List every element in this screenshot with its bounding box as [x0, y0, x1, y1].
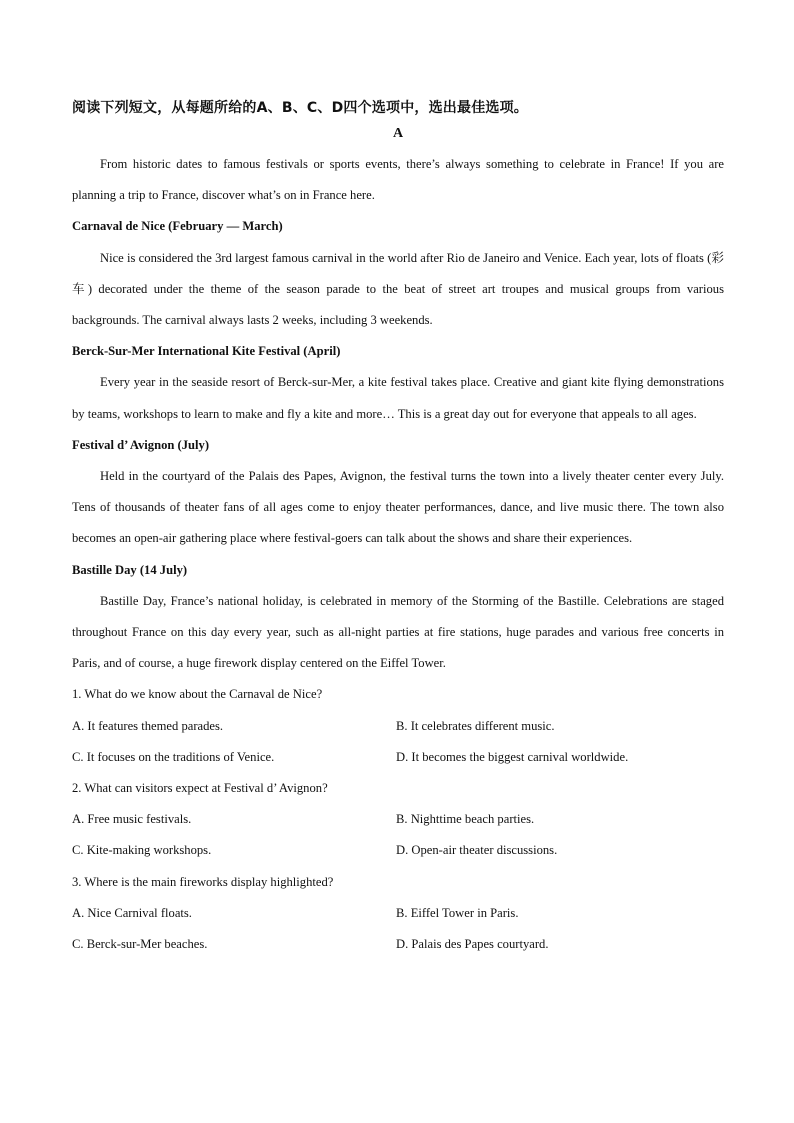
q2-option-a: A. Free music festivals.: [72, 812, 192, 827]
q1-option-a: A. It features themed parades.: [72, 718, 224, 733]
q1-option-b: B. It celebrates different music.: [396, 718, 555, 733]
section-heading-kite: Berck-Sur-Mer International Kite Festival (April): [72, 344, 341, 359]
question-2-options: [72, 804, 724, 866]
section-body-bastille: Bastille Day, France’s national holiday, is celebrated in memory of the Storming of the Bastille. Celebrations are staged throughout France on this day every year, such as all-night parties at fire stations, huge parades and various free concerts in Paris, and of course, a huge firework display centered on the Eiffel Tower.: [72, 593, 724, 671]
section-heading-avignon: Festival d’ Avignon (July): [72, 437, 210, 452]
question-2: 2. What can visitors expect at Festival d’ Avignon?: [72, 781, 328, 796]
question-3: 3. Where is the main fireworks display highlighted?: [72, 874, 334, 889]
section-heading-nice: Carnaval de Nice (February — March): [72, 219, 283, 234]
q3-option-c: C. Berck-sur-Mer beaches.: [72, 937, 208, 952]
q3-option-a: A. Nice Carnival floats.: [72, 905, 192, 920]
q3-option-b: B. Eiffel Tower in Paris.: [396, 905, 519, 920]
q2-option-d: D. Open-air theater discussions.: [396, 843, 558, 858]
q2-option-b: B. Nighttime beach parties.: [396, 812, 535, 827]
q1-option-c: C. It focuses on the traditions of Venice.: [72, 749, 275, 764]
document-page: [72, 94, 724, 960]
question-1-options: [72, 711, 724, 773]
instruction-text: 阅读下列短文，从每题所给的A、B、C、D四个选项中，选出最佳选项。: [72, 100, 528, 116]
q1-option-d: D. It becomes the biggest carnival worldwide.: [396, 749, 629, 764]
intro-paragraph: From historic dates to famous festivals or sports events, there’s always something to celebrate in France! If you are planning a trip to France, discover what’s on in France here.: [72, 157, 724, 203]
section-body-kite: Every year in the seaside resort of Berck-sur-Mer, a kite festival takes place. Creative and giant kite flying demonstrations by teams, workshops to learn to make and fly a kite and more… This is a great day out for everyone that appeals to all ages.: [72, 375, 724, 421]
section-body-nice: Nice is considered the 3rd largest famous carnival in the world after Rio de Janeiro and Venice. Each year, lots of floats (彩车) decorated under the theme of the season parade to the beat of street art troupes and musical groups from various backgrounds. The carnival always lasts 2 weeks, including 3 weekends.: [72, 250, 724, 328]
section-heading-bastille: Bastille Day (14 July): [72, 562, 188, 577]
q3-option-d: D. Palais des Papes courtyard.: [396, 937, 549, 952]
section-body-avignon: Held in the courtyard of the Palais des Papes, Avignon, the festival turns the town into a lively theater center every July. Tens of thousands of theater fans of all ages come to enjoy theater performances, dance, and live music there. The town also becomes an open-air gathering place where festival-goers can talk about the shows and share their experiences.: [72, 469, 724, 546]
question-1: 1. What do we know about the Carnaval de Nice?: [72, 687, 323, 702]
passage-letter: A: [392, 126, 404, 141]
q2-option-c: C. Kite-making workshops.: [72, 843, 212, 858]
question-3-options: [72, 898, 724, 960]
